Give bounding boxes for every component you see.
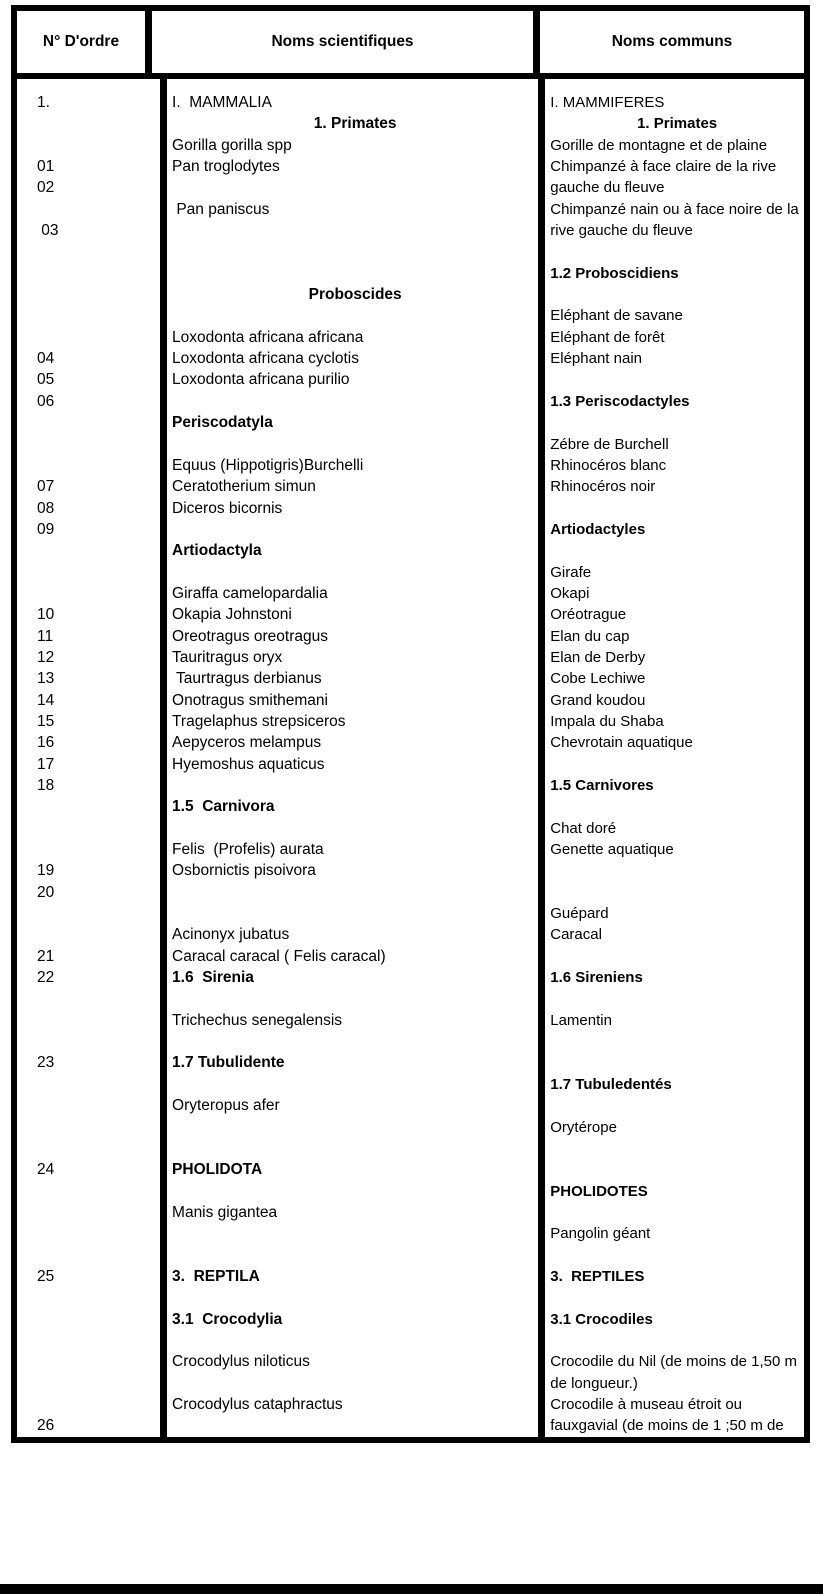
common-names-column-line: Lamentin [550,1011,612,1029]
order-number-column-line [37,903,160,924]
common-names-column-line: Artiodactyles [550,520,646,538]
scientific-names-column-line [172,1223,538,1244]
common-names-column-line [550,1202,804,1223]
scientific-names-column-line [172,1373,538,1394]
common-names-column-line [550,882,804,903]
common-names-column-line: Grand koudou [550,691,646,709]
order-number-column-line: 13 [37,670,55,688]
scientific-names-column-line: Diceros bicornis [172,499,283,517]
order-number-column-line: 24 [37,1161,55,1179]
order-number-column-line: 17 [37,755,55,773]
scientific-names-column-line: Proboscides [308,286,402,304]
common-names-column-line: Chimpanzé nain ou à face noire de la [550,200,799,218]
scientific-names-column-line [172,305,538,326]
header-scientific-names: Noms scientifiques [145,11,533,73]
scientific-names-column-line: Tragelaphus strepsiceros [172,712,346,730]
order-number-column-line [37,305,160,326]
common-names-column-line: Pangolin géant [550,1225,651,1243]
order-number-column-line [37,1351,160,1372]
header-common-names: Noms communs [533,11,804,73]
order-number-column-line [37,241,160,262]
common-names-column-line: Orytérope [550,1118,617,1136]
scientific-names-column-line [172,1181,538,1202]
common-names-column-line: gauche du fleuve [550,179,665,197]
common-names-column-line: 1.3 Periscodactyles [550,392,690,410]
scientific-names-column-line: Caracal caracal ( Felis caracal) [172,947,386,965]
order-number-column-line [37,1330,160,1351]
common-names-column-line [550,284,804,305]
common-names-column-line: Chimpanzé à face claire de la rive [550,158,777,176]
scientific-names-column-line: 3.1 Crocodylia [172,1310,283,1328]
common-names-column-line: Elan du cap [550,627,630,645]
scientific-names-column-line: Pan troglodytes [172,158,280,176]
page-bottom-scan-bar [0,1584,823,1594]
scientific-names-column-line: Loxodonta africana africana [172,328,364,346]
order-number-column-line: 1. [37,94,50,111]
order-number-column-line [37,839,160,860]
order-number-column-line: 23 [37,1054,55,1072]
order-number-column-line [37,455,160,476]
common-names-column-line: 1.2 Proboscidiens [550,264,679,282]
common-names-column-line: PHOLIDOTES [550,1182,648,1200]
order-number-column-line [37,412,160,433]
scientific-names-column-line: Onotragus smithemani [172,691,328,709]
order-number-column-line: 15 [37,712,55,730]
scientific-names-column-line [172,263,538,284]
order-number-column-line: 04 [37,350,55,368]
scientific-names-column-line: Crocodylus cataphractus [172,1395,343,1413]
scientific-names-column-line [172,241,538,262]
common-names-column-line: rive gauche du fleuve [550,222,693,240]
scientific-names-column-line [172,562,538,583]
common-names-column-line [550,946,804,967]
order-number-column-line [37,540,160,561]
scientific-names-column-line: Equus (Hippotigris)Burchelli [172,456,364,474]
scientific-names-column-line [172,1074,538,1095]
order-number-column-line [37,796,160,817]
common-names-column-line [550,1287,804,1308]
order-number-column-line [37,434,160,455]
scientific-names-column-line: Oreotragus oreotragus [172,627,328,645]
scientific-names-column-line: Tauritragus oryx [172,648,283,666]
scientific-names-column-line: 1.5 Carnivora [172,798,275,816]
common-names-column-line [550,754,804,775]
order-number-column-line [37,135,160,156]
common-names-column-line: fauxgavial (de moins de 1 ;50 m de [550,1417,784,1435]
order-number-column-line [37,1138,160,1159]
scientific-names-column-line: Crocodylus niloticus [172,1353,310,1371]
common-names-column-line: 3.1 Crocodiles [550,1310,653,1328]
common-names-column-line: I. MAMMIFERES [550,94,665,111]
common-names-column-line: Caracal [550,926,602,944]
scientific-names-column-line: 1.7 Tubulidente [172,1054,285,1072]
common-names-column-line [550,1031,804,1052]
order-number-column-line [37,1394,160,1415]
scientific-names-column-line: Gorilla gorilla spp [172,136,292,154]
order-number-column-line: 07 [37,478,55,496]
common-names-column-line: Impala du Shaba [550,712,664,730]
common-names-column-line: 1.6 Sireniens [550,969,643,987]
common-names-column-line: Eléphant de forêt [550,328,665,346]
scientific-names-column-line [172,818,538,839]
common-names-column-line: Zébre de Burchell [550,435,669,453]
common-names-column-line: Okapi [550,584,590,602]
order-number-column-line: 19 [37,862,55,880]
table-body-row [17,79,804,1437]
order-number-column-line [37,1373,160,1394]
common-names-column-line: 1. Primates [637,115,718,133]
species-table [11,5,810,1443]
scientific-names-column-line: Manis gigantea [172,1203,278,1221]
common-names-column-line [550,796,804,817]
common-names-column-line: 1.5 Carnivores [550,777,654,794]
scientific-names-column-line: Trichechus senegalensis [172,1011,343,1029]
common-names-column-line: Cobe Lechiwe [550,670,646,688]
scientific-names-column-line [172,1287,538,1308]
common-names-column-line: Crocodile du Nil (de moins de 1,50 m [550,1353,798,1371]
order-number-column-line: 18 [37,777,55,794]
order-number-column-line [37,1117,160,1138]
common-names-column-line: Rhinocéros noir [550,478,656,496]
common-names-column-line: Rhinocéros blanc [550,456,667,474]
scientific-names-column-line [172,1138,538,1159]
scientific-names-column-line [172,220,538,241]
order-number-column-line: 26 [37,1417,55,1435]
scientific-names-column-line [172,775,538,796]
scientific-names-column-line [172,1415,538,1436]
order-number-column [17,79,160,1437]
common-names-column-line: Eléphant nain [550,350,642,368]
order-number-column-line [37,1181,160,1202]
scientific-names-column-line: Giraffa camelopardalia [172,584,328,602]
scientific-names-column-line [172,988,538,1009]
common-names-column-line [550,988,804,1009]
order-number-column-line: 12 [37,648,55,666]
common-names-column-line [550,241,804,262]
order-number-column-line: 22 [37,969,55,987]
order-number-column-line [37,1010,160,1031]
scientific-names-column-line: Felis (Profelis) aurata [172,841,324,859]
order-number-column-line: 16 [37,734,55,752]
order-number-column-line [37,924,160,945]
common-names-column-line: Genette aquatique [550,841,674,859]
order-number-column-line: 02 [37,179,55,197]
order-number-column-line [37,1223,160,1244]
order-number-column-line [37,1031,160,1052]
order-number-column-line [37,263,160,284]
scientific-names-column-line: Acinonyx jubatus [172,926,290,944]
scientific-names-column [160,79,538,1437]
order-number-column-line: 08 [37,499,55,517]
order-number-column-line: 06 [37,392,55,410]
order-number-column-line [37,113,160,134]
scientific-names-column-line [172,1245,538,1266]
scientific-names-column-line: Periscodatyla [172,414,273,432]
scientific-names-column-line: I. MAMMALIA [172,94,272,111]
common-names-column-line: Oréotrague [550,606,627,624]
scientific-names-column-line: 3. REPTILA [172,1267,260,1285]
order-number-column-line: 14 [37,691,55,709]
order-number-column-line [37,583,160,604]
scientific-names-column-line [172,519,538,540]
scientific-names-column-line [172,1330,538,1351]
order-number-column-line [37,1287,160,1308]
order-number-column-line [37,1309,160,1330]
common-names-column-line: Chevrotain aquatique [550,734,693,752]
common-names-column-line: Eléphant de savane [550,307,683,325]
order-number-column-line: 10 [37,606,55,624]
scientific-names-column-line: Taurtragus derbianus [172,670,322,688]
common-names-column-line [550,1052,804,1073]
scientific-names-column-line: Ceratotherium simun [172,478,316,496]
common-names-column-line [550,1138,804,1159]
scientific-names-column-line: 1.6 Sirenia [172,969,254,987]
common-names-column-line [550,412,804,433]
order-number-column-line: 05 [37,371,55,389]
common-names-column-line: 1.7 Tubuledentés [550,1075,672,1093]
common-names-column-line: Guépard [550,905,609,923]
order-number-column-line [37,327,160,348]
common-names-column-line: 3. REPTILES [550,1267,645,1285]
common-names-column-line [550,498,804,519]
order-number-column-line: 01 [37,158,55,176]
scientific-names-column-line [172,1117,538,1138]
order-number-column-line: 20 [37,883,55,901]
order-number-column-line [37,562,160,583]
common-names-column-line: Elan de Derby [550,648,646,666]
header-order-number: N° D'ordre [42,33,120,50]
order-number-column-line [37,818,160,839]
common-names-column-line [550,369,804,390]
common-names-column-line: Girafe [550,563,592,581]
order-number-column-line [37,1074,160,1095]
common-names-column-line [550,1095,804,1116]
common-names-column-line: Gorille de montagne et de plaine [550,136,768,154]
scientific-names-column-line: PHOLIDOTA [172,1161,263,1179]
scientific-names-column-line: Oryteropus afer [172,1097,280,1115]
common-names-column-line: de longueur.) [550,1374,638,1392]
order-number-column-line: 21 [37,947,55,965]
common-names-column-line: Crocodile à museau étroit ou [550,1395,743,1413]
order-number-column-line [37,1245,160,1266]
order-number-column-line [37,1202,160,1223]
scientific-names-column-line: Loxodonta africana purilio [172,371,350,389]
order-number-column-line: 03 [37,222,59,240]
scientific-names-column-line [172,882,538,903]
common-names-column-line: Chat doré [550,819,617,837]
scientific-names-column-line: Pan paniscus [172,200,270,218]
common-names-column [538,79,804,1437]
order-number-column-line: 25 [37,1267,55,1285]
scientific-names-column-line [172,1031,538,1052]
scientific-names-column-line: Hyemoshus aquaticus [172,755,325,773]
scientific-names-column-line [172,903,538,924]
scientific-names-column-line [172,391,538,412]
common-names-column-line [550,1330,804,1351]
order-number-column-line [37,988,160,1009]
scientific-names-column-line: Okapia Johnstoni [172,606,292,624]
scientific-names-column-line [172,177,538,198]
order-number-column-line: 09 [37,520,55,538]
scientific-names-column-line: Aepyceros melampus [172,734,322,752]
common-names-column-line [550,860,804,881]
order-number-column-line [37,284,160,305]
table-header-row [17,11,804,79]
order-number-column-line: 11 [37,627,54,645]
order-number-column-line [37,1095,160,1116]
common-names-column-line [550,1245,804,1266]
scientific-names-column-line [172,434,538,455]
order-number-column-line [37,199,160,220]
scientific-names-column-line: Loxodonta africana cyclotis [172,350,359,368]
common-names-column-line [550,540,804,561]
scientific-names-column-line: Osbornictis pisoivora [172,862,316,880]
scientific-names-column-line: Artiodactyla [172,542,262,560]
common-names-column-line [550,1159,804,1180]
scientific-names-column-line: 1. Primates [313,115,397,133]
